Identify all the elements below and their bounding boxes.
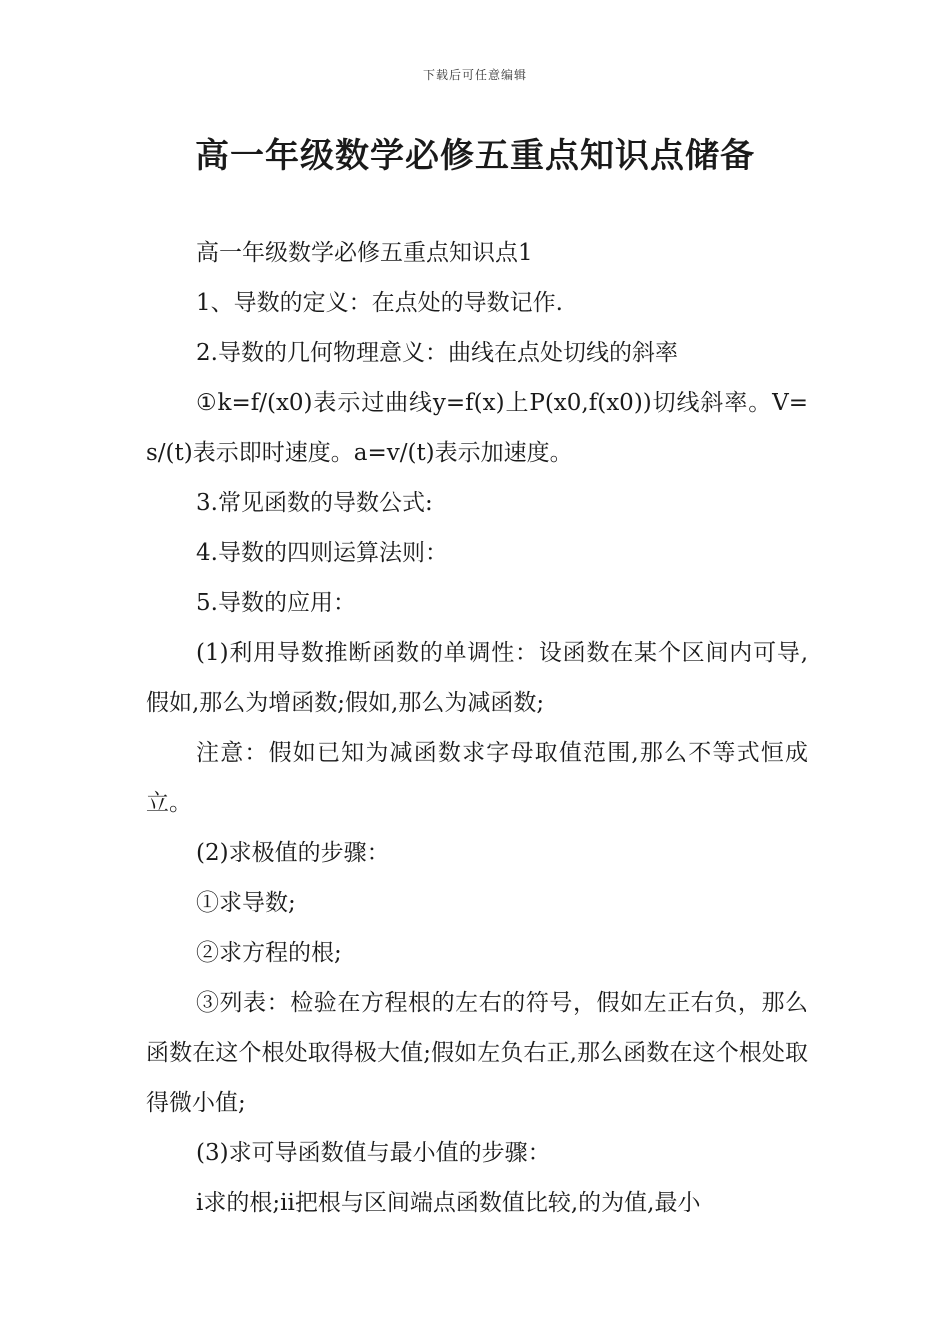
paragraph: ①k=f/(x0)表示过曲线y=f(x)上P(x0,f(x0))切线斜率。V=s/(t)表示即时速度。a=v/(t)表示加速度。 xyxy=(146,390,808,466)
paragraph: 4.导数的四则运算法则： xyxy=(196,540,448,566)
paragraph: 3.常见函数的导数公式: xyxy=(196,490,433,516)
document-body xyxy=(146,228,808,1228)
paragraph: 2.导数的几何物理意义：曲线在点处切线的斜率 xyxy=(196,340,678,366)
section-heading: 高一年级数学必修五重点知识点1 xyxy=(196,240,533,266)
paragraph: 1、导数的定义：在点处的导数记作. xyxy=(196,290,563,316)
document-title: 高一年级数学必修五重点知识点储备 xyxy=(195,136,755,176)
paragraph: (1)利用导数推断函数的单调性：设函数在某个区间内可导,假如,那么为增函数;假如,那么为减函数; xyxy=(146,640,808,716)
paragraph: (2)求极值的步骤： xyxy=(196,840,390,866)
paragraph: ①求导数; xyxy=(196,890,296,916)
paragraph: ②求方程的根; xyxy=(196,940,342,966)
paragraph: ③列表：检验在方程根的左右的符号，假如左正右负，那么函数在这个根处取得极大值;假如左负右正,那么函数在这个根处取得微小值; xyxy=(146,990,808,1116)
header-note: 下载后可任意编辑 xyxy=(422,68,527,82)
paragraph: ⅰ求的根;ⅱ把根与区间端点函数值比较,的为值,最小 xyxy=(196,1190,701,1216)
paragraph: 注意：假如已知为减函数求字母取值范围,那么不等式恒成立。 xyxy=(146,740,808,816)
paragraph: 5.导数的应用： xyxy=(196,590,356,616)
paragraph: (3)求可导函数值与最小值的步骤： xyxy=(196,1140,551,1166)
